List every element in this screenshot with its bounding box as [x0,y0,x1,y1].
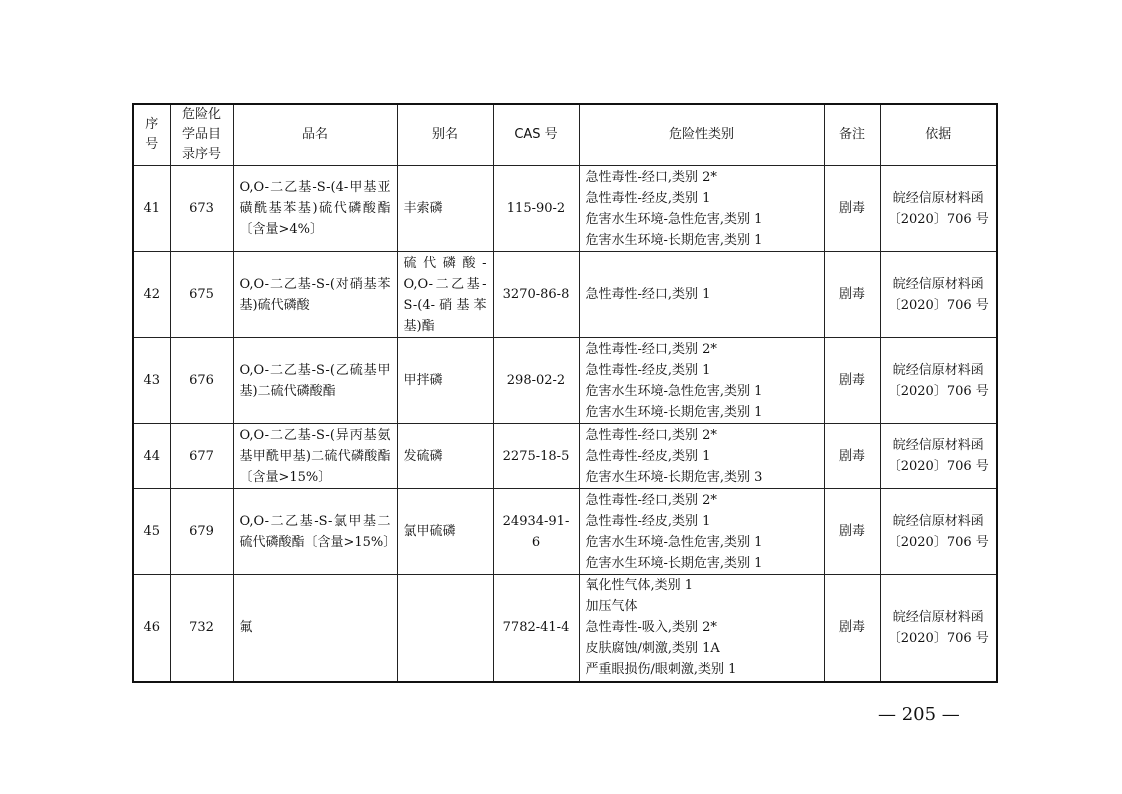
hazard-line: 严重眼损伤/眼刺激,类别 1 [585,662,737,678]
row-hazards [579,252,824,338]
header-row [133,104,997,166]
row-seq: 42 [133,252,170,338]
row-hazards [579,489,824,575]
row-remark: 剧毒 [824,575,880,682]
row-hazards [579,575,824,682]
hazard-line: 危害水生环境-长期危害,类别 1 [585,404,763,420]
header-hazard: 危险性类别 [579,104,824,166]
row-seq: 43 [133,338,170,424]
table-row [133,489,997,575]
hazard-line: 危害水生环境-长期危害,类别 3 [585,469,763,485]
hazard-line: 危害水生环境-长期危害,类别 1 [585,232,763,248]
row-cas: 115-90-2 [493,166,579,252]
hazard-line: 危害水生环境-急性危害,类别 1 [585,211,763,227]
hazard-line: 急性毒性-经口,类别 1 [585,287,711,302]
row-seq: 41 [133,166,170,252]
row-name: O,O-二乙基-S-氯甲基二硫代磷酸酯〔含量>15%〕 [233,489,397,575]
table-row [133,252,997,338]
row-basis: 皖经信原材料函〔2020〕706 号 [880,424,997,489]
row-cas: 298-02-2 [493,338,579,424]
table-row [133,575,997,682]
row-alias: 硫代磷酸-O,O-二乙基-S-(4-硝基苯基)酯 [397,252,493,338]
row-alias: 甲拌磷 [397,338,493,424]
row-basis: 皖经信原材料函〔2020〕706 号 [880,338,997,424]
table-row [133,338,997,424]
hazard-line: 急性毒性-经皮,类别 1 [585,190,711,206]
row-name: O,O-二乙基-S-(4-甲基亚磺酰基苯基)硫代磷酸酯〔含量>4%〕 [233,166,397,252]
header-cas: CAS 号 [493,104,579,166]
row-remark: 剧毒 [824,252,880,338]
row-remark: 剧毒 [824,166,880,252]
row-alias: 丰索磷 [397,166,493,252]
row-basis: 皖经信原材料函〔2020〕706 号 [880,489,997,575]
row-name: O,O-二乙基-S-(对硝基苯基)硫代磷酸 [233,252,397,338]
hazard-line: 急性毒性-吸入,类别 2* [585,620,717,636]
row-catalog-no: 675 [170,252,233,338]
header-seq: 序号 [133,104,170,166]
table-row [133,166,997,252]
hazard-line: 急性毒性-经口,类别 2* [585,341,717,357]
row-catalog-no: 673 [170,166,233,252]
row-cas: 3270-86-8 [493,252,579,338]
row-catalog-no: 732 [170,575,233,682]
hazard-line: 急性毒性-经口,类别 2* [585,492,717,508]
row-hazards [579,166,824,252]
row-hazards [579,338,824,424]
header-remark: 备注 [824,104,880,166]
row-remark: 剧毒 [824,338,880,424]
row-name: 氟 [233,575,397,682]
header-catalog-no: 危险化学品目录序号 [170,104,233,166]
row-cas: 2275-18-5 [493,424,579,489]
row-basis: 皖经信原材料函〔2020〕706 号 [880,166,997,252]
hazard-line: 皮肤腐蚀/刺激,类别 1A [585,641,720,657]
row-basis: 皖经信原材料函〔2020〕706 号 [880,575,997,682]
row-catalog-no: 679 [170,489,233,575]
hazard-line: 危害水生环境-急性危害,类别 1 [585,383,763,399]
hazard-line: 急性毒性-经口,类别 2* [585,427,717,443]
hazard-line: 加压气体 [585,599,638,615]
row-remark: 剧毒 [824,489,880,575]
row-cas: 24934-91-6 [493,489,579,575]
hazard-line: 急性毒性-经皮,类别 1 [585,448,711,464]
hazard-line: 急性毒性-经皮,类别 1 [585,513,711,529]
row-cas: 7782-41-4 [493,575,579,682]
hazardous-chemicals-table [132,103,998,683]
header-basis: 依据 [880,104,997,166]
row-remark: 剧毒 [824,424,880,489]
row-basis: 皖经信原材料函〔2020〕706 号 [880,252,997,338]
header-alias: 别名 [397,104,493,166]
hazard-line: 急性毒性-经口,类别 2* [585,169,717,185]
row-alias [397,575,493,682]
row-seq: 45 [133,489,170,575]
row-name: O,O-二乙基-S-(异丙基氨基甲酰甲基)二硫代磷酸酯〔含量>15%〕 [233,424,397,489]
row-hazards [579,424,824,489]
hazard-line: 急性毒性-经皮,类别 1 [585,362,711,378]
table-row [133,424,997,489]
row-alias: 发硫磷 [397,424,493,489]
header-name: 品名 [233,104,397,166]
row-catalog-no: 677 [170,424,233,489]
row-seq: 44 [133,424,170,489]
row-name: O,O-二乙基-S-(乙硫基甲基)二硫代磷酸酯 [233,338,397,424]
hazard-line: 危害水生环境-长期危害,类别 1 [585,555,763,571]
row-catalog-no: 676 [170,338,233,424]
row-seq: 46 [133,575,170,682]
hazard-line: 氧化性气体,类别 1 [585,578,694,594]
row-alias: 氯甲硫磷 [397,489,493,575]
hazard-line: 危害水生环境-急性危害,类别 1 [585,534,763,550]
page-number: — 205 — [878,704,960,725]
